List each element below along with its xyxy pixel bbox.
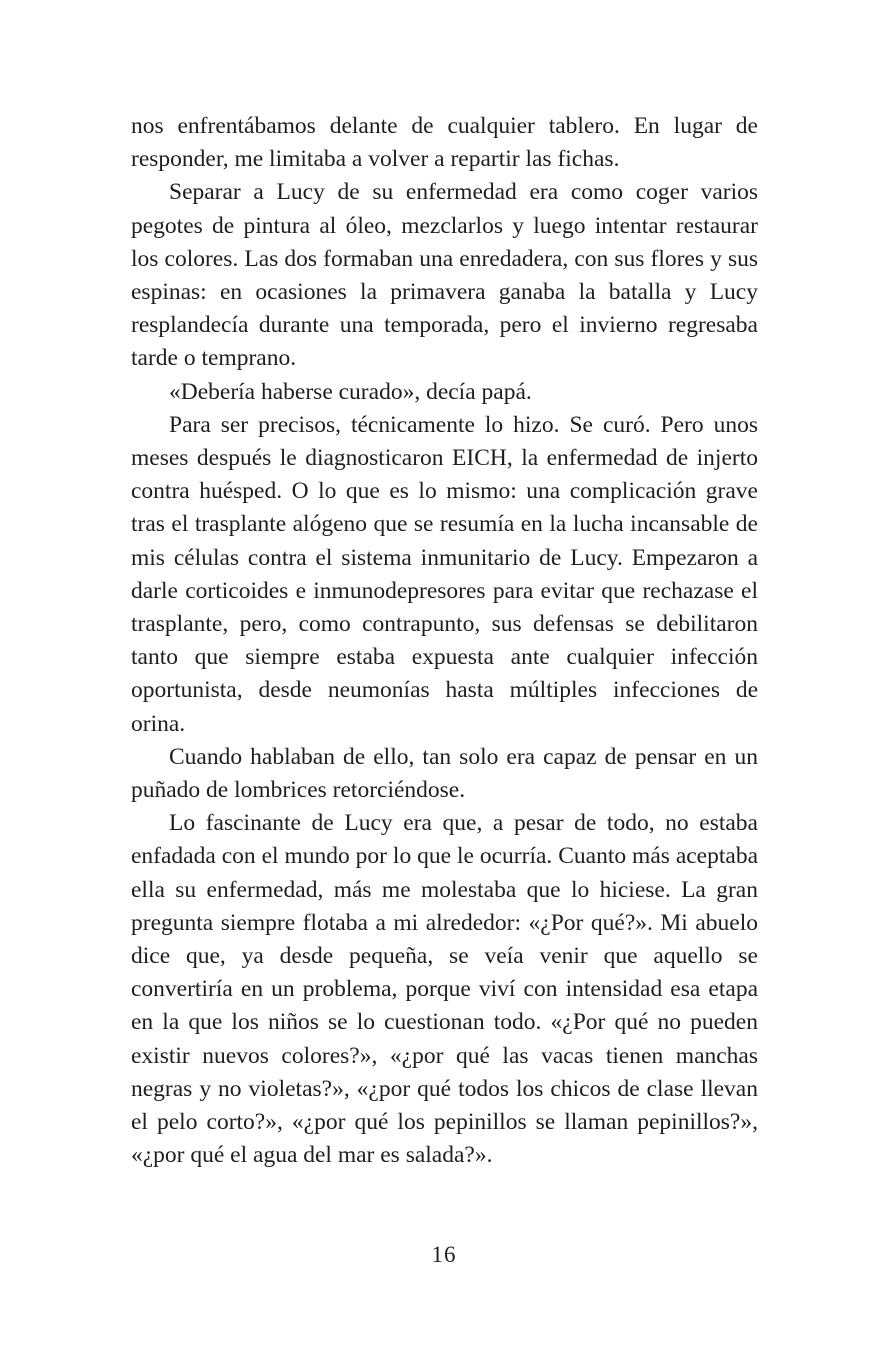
paragraph-4: Para ser precisos, técnicamente lo hizo. Se curó. Pero unos meses después le diagnosticaron EICH, la enfermedad de injerto contra huésped. O lo que es lo mismo: una complicación grave tras el trasplante alógeno que se resumía en la lucha incansable de mis células contra el sistema inmunitario de Lucy. Empezaron a darle corticoides e inmunodepresores para evitar que rechazase el trasplante, pero, como contrapunto, sus defensas se debilitaron tanto que siempre estaba expuesta ante cualquier infección oportunista, desde neumonías hasta múltiples infecciones de orina. (131, 411, 758, 737)
paragraph-1: nos enfrentábamos delante de cualquier tablero. En lugar de responder, me limitaba a volver a repartir las fichas. (131, 113, 758, 173)
page-number: 16 (431, 1242, 457, 1267)
paragraph-5: Cuando hablaban de ello, tan solo era capaz de pensar en un puñado de lombrices retorciéndose. (131, 743, 758, 804)
paragraph-3: «Debería haberse curado», decía papá. (169, 378, 532, 405)
body-text (131, 110, 758, 1173)
paragraph-2: Separar a Lucy de su enfermedad era como coger varios pegotes de pintura al óleo, mezclarlos y luego intentar restaurar los colores. Las dos formaban una enredadera, con sus flores y sus espinas: en ocasiones la primavera ganaba la batalla y Lucy resplandecía durante una temporada, pero el invierno regresaba tarde o temprano. (131, 179, 758, 372)
paragraph-6: Lo fascinante de Lucy era que, a pesar de todo, no estaba enfadada con el mundo por lo que le ocurría. Cuanto más aceptaba ella su enfermedad, más me molestaba que lo hiciese. La gran pregunta siempre flotaba a mi alrededor: «¿Por qué?». Mi abuelo dice que, ya desde pequeña, se veía venir que aquello se convertiría en un problema, porque viví con intensidad esa etapa en la que los niños se lo cuestionan todo. «¿Por qué no pueden existir nuevos colores?», «¿por qué las vacas tienen manchas negras y no violetas?», «¿por qué todos los chicos de clase llevan el pelo corto?», «¿por qué los pepinillos se llaman pepinillos?», «¿por qué el agua del mar es salada?». (131, 810, 758, 1169)
